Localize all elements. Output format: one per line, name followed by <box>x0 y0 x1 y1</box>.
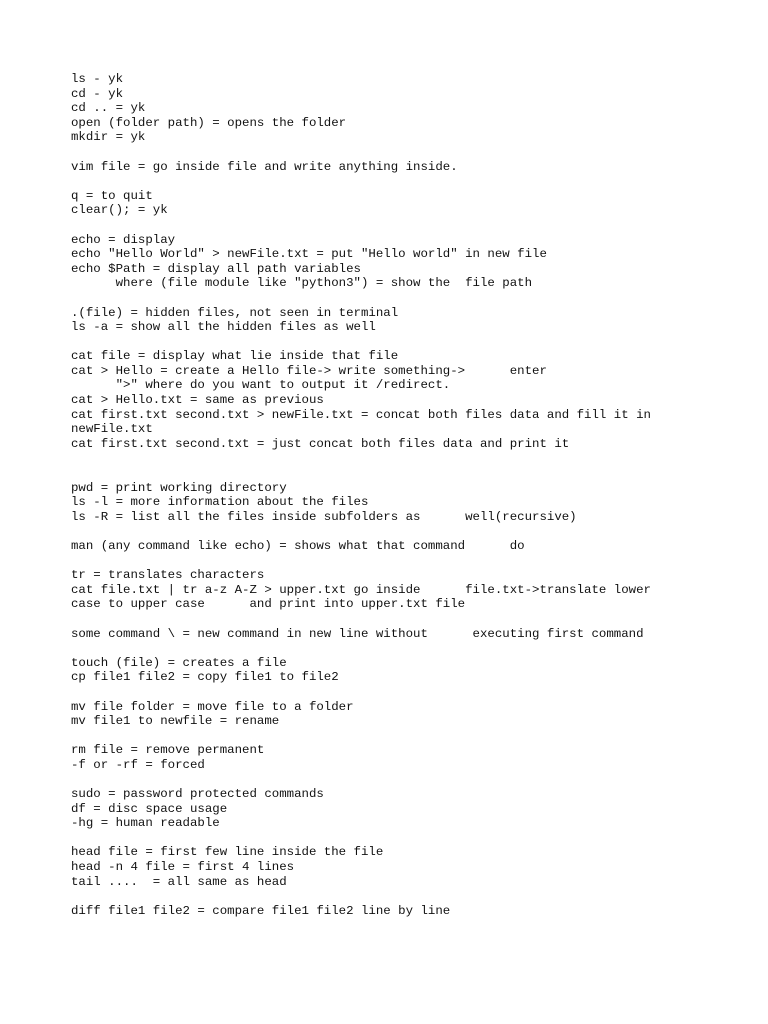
text-line: case to upper case and print into upper.txt file <box>71 597 466 612</box>
text-line: cat file.txt | tr a-z A-Z > upper.txt go inside file.txt->translate lower <box>71 582 651 597</box>
text-line: touch (file) = creates a file <box>71 655 287 670</box>
text-line: diff file1 file2 = compare file1 file2 line by line <box>71 903 451 918</box>
text-line: open (folder path) = opens the folder <box>71 115 347 130</box>
text-line: man (any command like echo) = shows what that command do <box>71 539 525 553</box>
blank-line <box>71 335 731 350</box>
text-line: sudo = password protected commands <box>71 787 324 802</box>
text-line: cat > Hello.txt = same as previous <box>71 393 324 408</box>
blank-line <box>71 451 731 466</box>
text-line: clear(); = yk <box>71 203 168 218</box>
text-line: ls -l = more information about the files <box>71 495 369 510</box>
text-line: where (file module like "python3") = show the file path <box>71 276 533 291</box>
document-page <box>71 72 731 918</box>
blank-line <box>71 612 731 627</box>
blank-line <box>71 685 731 700</box>
text-line: -f or -rf = forced <box>71 757 205 772</box>
blank-line <box>71 174 731 189</box>
text-line: df = disc space usage <box>71 801 228 816</box>
text-line: vim file = go inside file and write anything inside. <box>71 159 458 174</box>
text-line: echo $Path = display all path variables <box>71 261 361 276</box>
blank-line <box>71 291 731 306</box>
text-line: ls - yk <box>71 72 124 86</box>
text-line: tail .... = all same as head <box>71 874 287 889</box>
blank-line <box>71 641 731 656</box>
text-line: echo "Hello World" > newFile.txt = put "Hello world" in new file <box>71 247 547 262</box>
text-line: cat first.txt second.txt = just concat both files data and print it <box>71 436 570 451</box>
blank-line <box>71 831 731 846</box>
text-line: cp file1 file2 = copy file1 to file2 <box>71 670 339 685</box>
text-line: some command \ = new command in new line without executing first command <box>71 626 644 641</box>
blank-line <box>71 218 731 233</box>
text-line: ">" where do you want to output it /redirect. <box>71 378 451 393</box>
text-line: cat first.txt second.txt > newFile.txt = concat both files data and fill it in <box>71 407 651 422</box>
text-line: cd .. = yk <box>71 101 146 116</box>
text-line: pwd = print working directory <box>71 480 287 495</box>
text-line: newFile.txt <box>71 422 153 437</box>
blank-line <box>71 773 731 788</box>
blank-line <box>71 466 731 481</box>
text-line: tr = translates characters <box>71 568 265 583</box>
text-line: cat file = display what lie inside that file <box>71 349 399 364</box>
blank-line <box>71 554 731 569</box>
text-line: mkdir = yk <box>71 130 146 145</box>
text-line: .(file) = hidden files, not seen in terminal <box>71 305 399 320</box>
blank-line <box>71 524 731 539</box>
text-line: -hg = human readable <box>71 816 220 831</box>
text-line: cat > Hello = create a Hello file-> write something-> enter <box>71 363 547 378</box>
blank-line <box>71 889 731 904</box>
text-line: mv file folder = move file to a folder <box>71 699 354 714</box>
text-line: mv file1 to newfile = rename <box>71 714 280 729</box>
text-line: head -n 4 file = first 4 lines <box>71 860 295 875</box>
text-line: echo = display <box>71 232 176 247</box>
text-line: rm file = remove permanent <box>71 743 265 758</box>
text-line: ls -a = show all the hidden files as well <box>71 320 376 335</box>
text-line: ls -R = list all the files inside subfolders as well(recursive) <box>71 509 577 524</box>
blank-line <box>71 729 731 744</box>
blank-line <box>71 145 731 160</box>
text-line: q = to quit <box>71 188 153 203</box>
text-line: cd - yk <box>71 86 124 101</box>
text-line: head file = first few line inside the file <box>71 845 384 860</box>
